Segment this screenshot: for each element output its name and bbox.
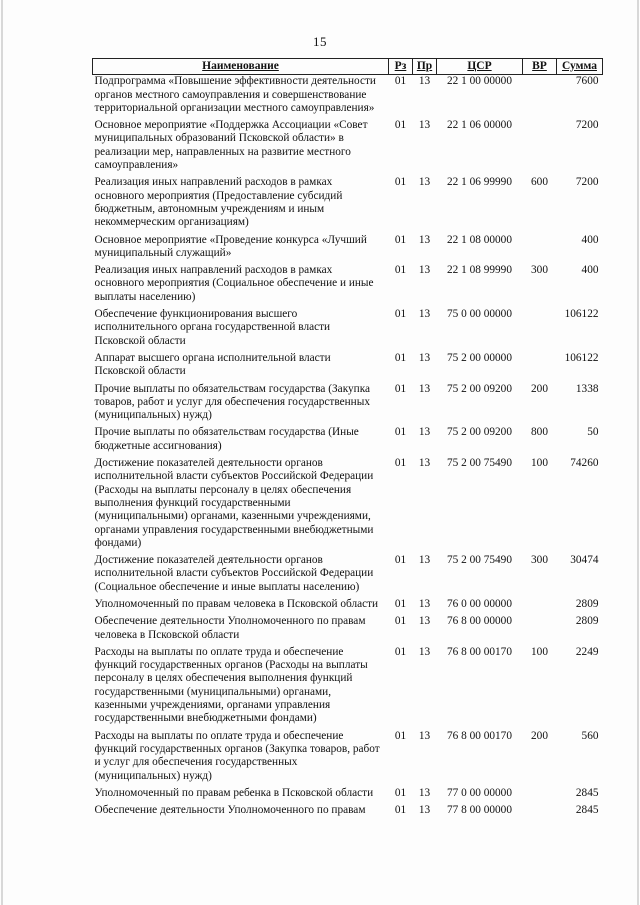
table-row [93,172,603,229]
row-sum: 106122 [564,351,599,364]
table-row [93,800,603,817]
row-sum: 2845 [575,804,599,817]
row-csr: 22 1 06 00000 [447,119,512,132]
table-row [93,260,603,304]
row-vr [523,783,557,800]
table-row [93,453,603,550]
row-sum: 1338 [575,382,599,395]
row-sum: 2809 [575,615,599,628]
table-row [93,642,603,726]
row-sum: 560 [581,729,599,742]
row-pr: 13 [418,615,431,628]
row-csr: 75 2 00 00000 [447,351,512,364]
header-sum: Сумма [557,59,603,75]
header-rz: Рз [389,59,413,75]
row-vr [523,611,557,642]
row-sum: 2845 [575,786,599,799]
row-pr: 13 [418,264,431,277]
row-pr: 13 [418,176,431,189]
row-rz: 01 [394,426,407,439]
row-csr: 76 8 00 00170 [447,729,512,742]
row-sum: 7600 [575,75,599,88]
row-pr: 13 [418,426,431,439]
row-vr: 300 [531,554,548,567]
row-name: Обеспечение деятельности Уполномоченного по правам [94,804,366,817]
row-csr: 75 2 00 75490 [447,554,512,567]
row-pr: 13 [418,351,431,364]
row-pr: 13 [418,597,431,610]
table-row [93,550,603,594]
row-csr: 76 0 00 00000 [447,597,512,610]
row-name: Обеспечение функционирования высшего исполнительного органа государственной власти Псковской области [94,308,331,347]
row-csr: 77 8 00 00000 [447,804,512,817]
row-pr: 13 [418,308,431,321]
row-pr: 13 [418,119,431,132]
row-rz: 01 [394,351,407,364]
table-row [93,75,603,115]
row-rz: 01 [394,786,407,799]
row-rz: 01 [394,457,407,470]
row-pr: 13 [418,645,431,658]
row-csr: 75 0 00 00000 [447,308,512,321]
row-sum: 7200 [575,176,599,189]
table-body [93,75,603,818]
row-pr: 13 [418,457,431,470]
row-vr [523,75,557,115]
row-csr: 75 2 00 09200 [447,426,512,439]
row-vr: 800 [531,426,548,439]
row-csr: 75 2 00 09200 [447,382,512,395]
row-name: Обеспечение деятельности Уполномоченного по правам человека в Псковской области [94,615,366,641]
row-vr [523,348,557,379]
row-csr: 22 1 06 99990 [447,176,512,189]
row-rz: 01 [394,382,407,395]
row-name: Основное мероприятие «Поддержка Ассоциации «Совет муниципальных образований Псковской области» в реализации мер, направленных на развитие местного самоуправления» [94,119,368,172]
row-vr [523,115,557,172]
row-name: Прочие выплаты по обязательствам государства (Иные бюджетные ассигнования) [94,426,359,452]
row-vr: 200 [531,729,548,742]
row-rz: 01 [394,615,407,628]
row-csr: 75 2 00 75490 [447,457,512,470]
row-pr: 13 [418,382,431,395]
row-sum: 74260 [570,457,599,470]
row-name: Достижение показателей деятельности органов исполнительной власти субъектов Российской Федерации (Расходы на выплаты персоналу в целях обеспечения выполнения функций государственными (муниципальными) органами, казенными учреждениями, органами управления государственными внебюджетными фондами) [94,457,374,549]
table-row [93,348,603,379]
row-rz: 01 [394,729,407,742]
row-sum: 2809 [575,597,599,610]
row-rz: 01 [394,264,407,277]
row-csr: 22 1 08 99990 [447,264,512,277]
row-vr: 200 [531,382,548,395]
page-number: 15 [313,34,327,49]
row-name: Подпрограмма «Повышение эффективности деятельности органов местного самоуправления и совершенствование территориальной организации местного самоуправления» [94,75,376,114]
row-name: Расходы на выплаты по оплате труда и обеспечение функций государственных органов (Расходы на выплаты персоналу в целях обеспечения выполнения функций государственными (муниципальными) органами, казенными учреждениями, органами управления государственными внебюджетными фондами) [94,645,368,725]
row-rz: 01 [394,75,407,88]
row-pr: 13 [418,804,431,817]
header-row [93,59,603,75]
row-vr [523,594,557,611]
row-name: Основное мероприятие «Проведение конкурса «Лучший муниципальный служащий» [94,233,367,259]
row-rz: 01 [394,597,407,610]
row-csr: 22 1 08 00000 [447,233,512,246]
table-row [93,379,603,423]
row-name: Уполномоченный по правам человека в Псковской области [94,597,379,610]
row-pr: 13 [418,786,431,799]
row-vr [523,800,557,817]
row-sum: 400 [581,264,599,277]
row-vr: 600 [531,176,548,189]
table-row [93,726,603,783]
row-vr [523,304,557,348]
header-csr: ЦСР [437,59,523,75]
table-row [93,611,603,642]
row-csr: 76 8 00 00000 [447,615,512,628]
page-edge-left [1,0,3,905]
budget-table [92,58,603,817]
budget-table-container [92,58,602,817]
row-sum: 30474 [570,554,599,567]
row-vr: 300 [531,264,548,277]
header-pr: Пр [413,59,437,75]
row-name: Расходы на выплаты по оплате труда и обеспечение функций государственных органов (Закупка товаров, работ и услуг для обеспечения государственных (муниципальных) нужд) [94,729,380,782]
row-rz: 01 [394,308,407,321]
row-sum: 50 [587,426,599,439]
row-rz: 01 [394,554,407,567]
row-name: Достижение показателей деятельности органов исполнительной власти субъектов Российской Федерации (Социальное обеспечение и иные выплаты населению) [94,554,374,593]
row-vr [523,230,557,261]
row-csr: 77 0 00 00000 [447,786,512,799]
row-rz: 01 [394,645,407,658]
table-row [93,230,603,261]
row-sum: 106122 [564,308,599,321]
row-name: Реализация иных направлений расходов в рамках основного мероприятия (Предоставление субсидий бюджетным, автономным учреждениям и иным некоммерческим организациям) [94,176,343,229]
table-row [93,304,603,348]
row-name: Уполномоченный по правам ребенка в Псковской области [94,786,374,799]
table-header [93,59,603,75]
row-rz: 01 [394,804,407,817]
row-sum: 2249 [575,645,599,658]
row-name: Прочие выплаты по обязательствам государства (Закупка товаров, работ и услуг для обеспечения государственных (муниципальных) нужд) [94,382,371,422]
row-rz: 01 [394,176,407,189]
header-vr: ВР [523,59,557,75]
header-name: Наименование [93,59,389,75]
row-csr: 76 8 00 00170 [447,645,512,658]
row-sum: 400 [581,233,599,246]
table-row [93,594,603,611]
row-pr: 13 [418,729,431,742]
row-name: Аппарат высшего органа исполнительной власти Псковской области [94,351,331,378]
row-name: Реализация иных направлений расходов в рамках основного мероприятия (Социальное обеспечение и иные выплаты населению) [94,264,374,303]
row-pr: 13 [418,75,431,88]
table-row [93,783,603,800]
row-rz: 01 [394,119,407,132]
row-pr: 13 [418,554,431,567]
row-csr: 22 1 00 00000 [447,75,512,88]
row-sum: 7200 [575,119,599,132]
row-vr: 100 [531,457,548,470]
row-pr: 13 [418,233,431,246]
page-edge-right [637,0,639,905]
row-vr: 100 [531,645,548,658]
table-row [93,422,603,453]
row-rz: 01 [394,233,407,246]
table-row [93,115,603,172]
